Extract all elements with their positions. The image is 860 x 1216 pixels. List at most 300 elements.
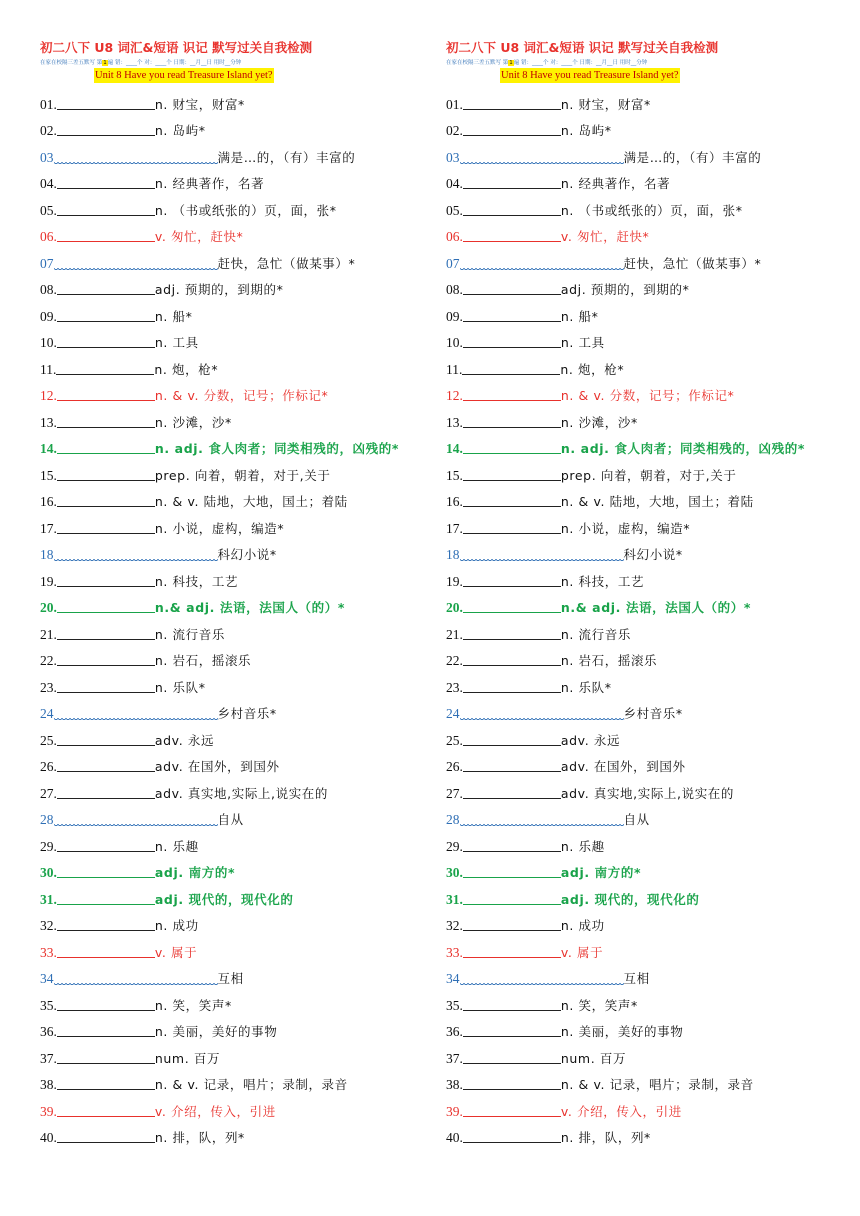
unit-label: Unit 8 Have you read Treasure Island yet? [501, 70, 679, 81]
row-number: 34 [40, 971, 54, 986]
vocab-row [40, 404, 440, 431]
definition-text: n. 乐队* [560, 679, 612, 695]
row-number: 31. [446, 891, 463, 907]
answer-blank[interactable] [57, 439, 155, 454]
answer-blank[interactable] [463, 1075, 561, 1090]
vocab-row [40, 457, 440, 484]
worksheet-right [446, 38, 846, 1146]
answer-blank[interactable] [57, 1102, 155, 1117]
worksheet-title: 初二八下 U8 词汇&短语 识记 默写过关自我检测 [446, 40, 719, 55]
vocab-row [40, 378, 440, 405]
answer-blank[interactable] [56, 360, 154, 375]
row-number: 38. [446, 1077, 463, 1092]
row-number: 39. [40, 1103, 57, 1119]
row-number: 12. [40, 388, 57, 403]
definition-text: v. 介绍，传入，引进 [154, 1103, 276, 1119]
row-number: 14. [40, 441, 57, 456]
vocab-row [446, 908, 846, 935]
definition-text: 乡村音乐* [623, 706, 683, 721]
definition-text: n. 船* [560, 308, 599, 324]
definition-text: adv. 永远 [560, 732, 621, 748]
row-number: 20. [446, 600, 463, 615]
vocab-row [40, 86, 440, 113]
answer-blank[interactable] [463, 890, 561, 905]
answer-blank[interactable] [57, 492, 155, 507]
definition-text: v. 匆忙，赶快* [560, 229, 650, 244]
definition-text: num. 百万 [560, 1050, 627, 1066]
answer-blank[interactable] [463, 227, 561, 242]
definition-text: n. （书或纸张的）页，面，张* [560, 202, 743, 218]
row-number: 39. [446, 1103, 463, 1119]
vocab-row [446, 431, 846, 458]
definition-text: n. 炮，枪* [560, 361, 625, 377]
definition-text: 满是…的，（有）丰富的 [623, 149, 762, 165]
answer-blank[interactable] [57, 651, 155, 666]
row-number: 32. [40, 918, 57, 933]
row-number: 35. [40, 997, 57, 1013]
row-number: 26. [40, 759, 57, 774]
vocab-row [40, 166, 440, 193]
row-number: 33. [446, 944, 463, 960]
row-number: 21. [40, 626, 57, 642]
answer-blank[interactable] [463, 1102, 561, 1117]
vocab-row [40, 1093, 440, 1120]
answer-blank[interactable] [57, 280, 155, 295]
vocab-row [446, 457, 846, 484]
definition-text: n.& adj. 法语，法国人（的）* [560, 600, 751, 615]
row-number: 25. [446, 732, 463, 748]
vocab-row [40, 1067, 440, 1094]
definition-text: n. 排，队，列* [154, 1130, 245, 1145]
row-number: 19. [40, 573, 57, 589]
answer-blank[interactable] [463, 519, 561, 534]
definition-text: n. 美丽，美好的事物 [154, 1024, 278, 1039]
definition-text: n. 科技，工艺 [560, 573, 645, 589]
row-number: 19. [446, 573, 463, 589]
definition-text: n.& adj. 法语，法国人（的）* [154, 600, 345, 615]
worksheet-left [40, 38, 440, 1146]
definition-text: n. & v. 记录，唱片；录制，录音 [560, 1077, 754, 1092]
meta-suffix: 遍 错：____个 对：____个 日期：__月__日 用时__分钟 [107, 60, 242, 66]
answer-blank[interactable] [57, 916, 155, 931]
answer-blank[interactable] [463, 386, 561, 401]
definition-text: n. 经典著作，名著 [154, 176, 265, 191]
row-number: 10. [446, 335, 463, 350]
answer-blank[interactable] [57, 333, 155, 348]
vocab-row [446, 192, 846, 219]
answer-blank[interactable] [463, 943, 561, 958]
vocab-row [446, 325, 846, 352]
answer-blank[interactable] [463, 413, 561, 428]
definition-text: n. adj. 食人肉者；同类相残的，凶残的* [154, 441, 399, 456]
row-number: 11. [40, 361, 57, 377]
definition-text: n. （书或纸张的）页，面，张* [154, 202, 337, 218]
vocab-row [40, 881, 440, 908]
row-number: 15. [40, 467, 57, 483]
answer-blank[interactable] [463, 174, 561, 189]
vocab-row [446, 378, 846, 405]
row-number: 08. [446, 282, 463, 297]
definition-text: n. 岛屿* [560, 123, 612, 138]
row-number: 27. [40, 785, 57, 801]
definition-text: n. & v. 分数，记号；作标记* [560, 388, 735, 403]
definition-text: adj. 预期的，到期的* [154, 282, 284, 297]
answer-blank[interactable] [57, 598, 155, 613]
definition-text: n. 排，队，列* [560, 1130, 651, 1145]
vocab-row [40, 325, 440, 352]
vocab-row [40, 351, 440, 378]
answer-blank[interactable] [463, 1128, 561, 1143]
row-number: 21. [446, 626, 463, 642]
vocab-row [40, 219, 440, 246]
vocab-row [40, 1040, 440, 1067]
vocab-row [40, 908, 440, 935]
answer-blank[interactable] [463, 863, 561, 878]
vocab-row [40, 139, 440, 166]
answer-blank[interactable] [463, 572, 561, 587]
answer-blank[interactable] [460, 255, 624, 269]
definition-text: n. & v. 陆地，大地，国土；着陆 [560, 494, 754, 509]
row-number: 27. [446, 785, 463, 801]
row-number: 01. [446, 96, 463, 112]
vocab-list [446, 86, 846, 1146]
definition-text: adv. 在国外，到国外 [154, 759, 280, 774]
row-number: 18 [446, 547, 460, 562]
vocab-row [446, 219, 846, 246]
answer-blank[interactable] [57, 413, 155, 428]
vocab-row [446, 643, 846, 670]
row-number: 29. [446, 838, 463, 854]
answer-blank[interactable] [57, 996, 155, 1011]
definition-text: n. 炮，枪* [154, 361, 219, 377]
definition-text: n. 经典著作，名著 [560, 176, 671, 191]
answer-blank[interactable] [57, 625, 155, 640]
vocab-row [446, 802, 846, 829]
row-number: 06. [446, 229, 463, 244]
answer-blank[interactable] [57, 519, 155, 534]
row-number: 11. [446, 361, 463, 377]
definition-text: n. 小说，虚构，编造* [560, 520, 691, 536]
definition-text: n. 乐队* [154, 679, 206, 695]
definition-text: v. 介绍，传入，引进 [560, 1103, 682, 1119]
vocab-row [446, 1067, 846, 1094]
row-number: 23. [446, 679, 463, 695]
row-number: 20. [40, 600, 57, 615]
row-number: 03 [40, 149, 54, 165]
answer-blank[interactable] [463, 95, 561, 110]
row-number: 29. [40, 838, 57, 854]
definition-text: adv. 永远 [154, 732, 215, 748]
definition-text: n. 流行音乐 [560, 626, 631, 642]
vocab-row [40, 192, 440, 219]
answer-blank[interactable] [460, 970, 624, 984]
answer-blank[interactable] [57, 784, 155, 799]
answer-blank[interactable] [57, 121, 155, 136]
vocab-row [40, 961, 440, 988]
vocab-row [40, 722, 440, 749]
vocab-row [446, 537, 846, 564]
vocab-row [446, 404, 846, 431]
answer-blank[interactable] [57, 386, 155, 401]
answer-blank[interactable] [462, 360, 560, 375]
answer-blank[interactable] [463, 837, 561, 852]
answer-blank[interactable] [463, 280, 561, 295]
row-number: 14. [446, 441, 463, 456]
answer-blank[interactable] [463, 1049, 561, 1064]
vocab-row [446, 749, 846, 776]
answer-blank[interactable] [57, 1049, 155, 1064]
answer-blank[interactable] [57, 678, 155, 693]
row-number: 05. [40, 202, 57, 218]
vocab-row [40, 934, 440, 961]
definition-text: n. 笑，笑声* [154, 997, 232, 1013]
answer-blank[interactable] [463, 625, 561, 640]
vocab-row [446, 881, 846, 908]
vocab-row [40, 484, 440, 511]
row-number: 37. [446, 1050, 463, 1066]
vocab-row [446, 245, 846, 272]
vocab-row [40, 245, 440, 272]
vocab-row [40, 272, 440, 299]
definition-text: num. 百万 [154, 1050, 221, 1066]
definition-text: n. 科技，工艺 [154, 573, 239, 589]
row-number: 26. [446, 759, 463, 774]
answer-blank[interactable] [463, 121, 561, 136]
definition-text: n. & v. 记录，唱片；录制，录音 [154, 1077, 348, 1092]
vocab-row [40, 987, 440, 1014]
answer-blank[interactable] [57, 307, 155, 322]
definition-text: adj. 现代的，现代化的 [154, 891, 294, 907]
definition-text: n. 岩石，摇滚乐 [154, 653, 252, 668]
definition-text: n. 沙滩，沙* [154, 414, 232, 430]
row-number: 09. [40, 308, 57, 324]
definition-text: n. 成功 [560, 918, 605, 933]
row-number: 12. [446, 388, 463, 403]
answer-blank[interactable] [463, 333, 561, 348]
meta-count-highlight: 1 [509, 60, 513, 66]
answer-blank[interactable] [463, 598, 561, 613]
answer-blank[interactable] [460, 811, 624, 825]
answer-blank[interactable] [57, 731, 155, 746]
answer-blank[interactable] [460, 149, 624, 163]
row-number: 02. [40, 123, 57, 138]
definition-text: 满是…的，（有）丰富的 [217, 149, 356, 165]
definition-text: 自从 [217, 812, 244, 827]
vocab-row [40, 1014, 440, 1041]
row-number: 05. [446, 202, 463, 218]
answer-blank[interactable] [463, 731, 561, 746]
answer-blank[interactable] [460, 546, 624, 560]
answer-blank[interactable] [57, 863, 155, 878]
row-number: 23. [40, 679, 57, 695]
vocab-row [40, 828, 440, 855]
row-number: 04. [446, 176, 463, 191]
definition-text: 自从 [623, 812, 650, 827]
row-number: 15. [446, 467, 463, 483]
answer-blank[interactable] [57, 572, 155, 587]
answer-blank[interactable] [57, 837, 155, 852]
definition-text: 互相 [623, 971, 650, 986]
definition-text: n. 岛屿* [154, 123, 206, 138]
definition-text: adj. 现代的，现代化的 [560, 891, 700, 907]
row-number: 32. [446, 918, 463, 933]
answer-blank[interactable] [463, 996, 561, 1011]
answer-blank[interactable] [463, 307, 561, 322]
definition-text: 科幻小说* [623, 547, 683, 562]
answer-blank[interactable] [57, 466, 155, 481]
vocab-row [40, 510, 440, 537]
definition-text: n. 岩石，摇滚乐 [560, 653, 658, 668]
vocab-row [40, 590, 440, 617]
definition-text: n. 流行音乐 [154, 626, 225, 642]
row-number: 33. [40, 944, 57, 960]
vocab-row [446, 510, 846, 537]
answer-blank[interactable] [463, 784, 561, 799]
answer-blank[interactable] [57, 1128, 155, 1143]
vocab-row [40, 1120, 440, 1147]
row-number: 02. [446, 123, 463, 138]
answer-blank[interactable] [57, 890, 155, 905]
row-number: 09. [446, 308, 463, 324]
answer-blank[interactable] [463, 439, 561, 454]
vocab-row [446, 1120, 846, 1147]
row-number: 35. [446, 997, 463, 1013]
answer-blank[interactable] [463, 651, 561, 666]
vocab-row [40, 669, 440, 696]
definition-text: v. 属于 [154, 944, 198, 960]
row-number: 38. [40, 1077, 57, 1092]
definition-text: n. 乐趣 [154, 838, 199, 854]
vocab-row [40, 775, 440, 802]
vocab-row [446, 139, 846, 166]
vocab-row [40, 298, 440, 325]
answer-blank[interactable] [57, 1022, 155, 1037]
vocab-row [40, 563, 440, 590]
definition-text: n. & v. 分数，记号；作标记* [154, 388, 329, 403]
row-number: 40. [40, 1130, 57, 1145]
definition-text: prep. 向着，朝着，对于,关于 [560, 467, 737, 483]
vocab-row [446, 775, 846, 802]
answer-blank[interactable] [57, 201, 155, 216]
row-number: 07 [446, 255, 460, 271]
vocab-row [40, 616, 440, 643]
answer-blank[interactable] [54, 705, 218, 719]
definition-text: n. 沙滩，沙* [560, 414, 638, 430]
row-number: 08. [40, 282, 57, 297]
row-number: 30. [40, 865, 57, 880]
row-number: 06. [40, 229, 57, 244]
answer-blank[interactable] [463, 492, 561, 507]
row-number: 28 [446, 812, 460, 827]
vocab-row [446, 351, 846, 378]
vocab-row [446, 272, 846, 299]
definition-text: n. 工具 [560, 335, 605, 350]
answer-blank[interactable] [57, 757, 155, 772]
row-number: 13. [40, 414, 57, 430]
answer-blank[interactable] [57, 95, 155, 110]
answer-blank[interactable] [54, 811, 218, 825]
definition-text: adj. 预期的，到期的* [560, 282, 690, 297]
vocab-row [40, 431, 440, 458]
definition-text: adv. 在国外，到国外 [560, 759, 686, 774]
answer-blank[interactable] [463, 678, 561, 693]
definition-text: 科幻小说* [217, 547, 277, 562]
answer-blank[interactable] [54, 970, 218, 984]
definition-text: adv. 真实地,实际上,说实在的 [154, 785, 328, 801]
row-number: 17. [446, 520, 463, 536]
row-number: 18 [40, 547, 54, 562]
definition-text: n. 船* [154, 308, 193, 324]
vocab-row [446, 961, 846, 988]
row-number: 17. [40, 520, 57, 536]
vocab-row [446, 166, 846, 193]
answer-blank[interactable] [57, 1075, 155, 1090]
vocab-row [446, 484, 846, 511]
definition-text: n. 乐趣 [560, 838, 605, 854]
vocab-row [446, 590, 846, 617]
row-number: 04. [40, 176, 57, 191]
row-number: 36. [446, 1024, 463, 1039]
definition-text: v. 属于 [560, 944, 604, 960]
answer-blank[interactable] [54, 149, 218, 163]
vocab-row [446, 669, 846, 696]
answer-blank[interactable] [460, 705, 624, 719]
definition-text: n. 财宝，财富* [154, 96, 245, 112]
definition-text: n. 小说，虚构，编造* [154, 520, 285, 536]
answer-blank[interactable] [463, 757, 561, 772]
vocab-row [446, 828, 846, 855]
row-number: 36. [40, 1024, 57, 1039]
definition-text: n. 财宝，财富* [560, 96, 651, 112]
vocab-list [40, 86, 440, 1146]
vocab-row [446, 855, 846, 882]
definition-text: 乡村音乐* [217, 706, 277, 721]
row-number: 10. [40, 335, 57, 350]
definition-text: 互相 [217, 971, 244, 986]
answer-blank[interactable] [57, 227, 155, 242]
worksheet-meta [40, 58, 440, 68]
row-number: 13. [446, 414, 463, 430]
answer-blank[interactable] [54, 255, 218, 269]
vocab-row [446, 987, 846, 1014]
row-number: 01. [40, 96, 57, 112]
vocab-row [40, 113, 440, 140]
answer-blank[interactable] [57, 943, 155, 958]
vocab-row [446, 696, 846, 723]
row-number: 22. [446, 653, 463, 668]
meta-suffix: 遍 错：____个 对：____个 日期：__月__日 用时__分钟 [513, 60, 648, 66]
answer-blank[interactable] [463, 916, 561, 931]
row-number: 07 [40, 255, 54, 271]
row-number: 34 [446, 971, 460, 986]
worksheet-meta [446, 58, 846, 68]
definition-text: adj. 南方的* [154, 865, 236, 880]
answer-blank[interactable] [463, 466, 561, 481]
row-number: 25. [40, 732, 57, 748]
meta-prefix: 在家在校隔三差五默写 第 [446, 60, 509, 66]
answer-blank[interactable] [54, 546, 218, 560]
row-number: 03 [446, 149, 460, 165]
vocab-row [446, 298, 846, 325]
vocab-row [446, 563, 846, 590]
definition-text: adj. 南方的* [560, 865, 642, 880]
vocab-row [446, 1040, 846, 1067]
vocab-row [40, 696, 440, 723]
vocab-row [40, 537, 440, 564]
answer-blank[interactable] [463, 201, 561, 216]
answer-blank[interactable] [57, 174, 155, 189]
answer-blank[interactable] [463, 1022, 561, 1037]
